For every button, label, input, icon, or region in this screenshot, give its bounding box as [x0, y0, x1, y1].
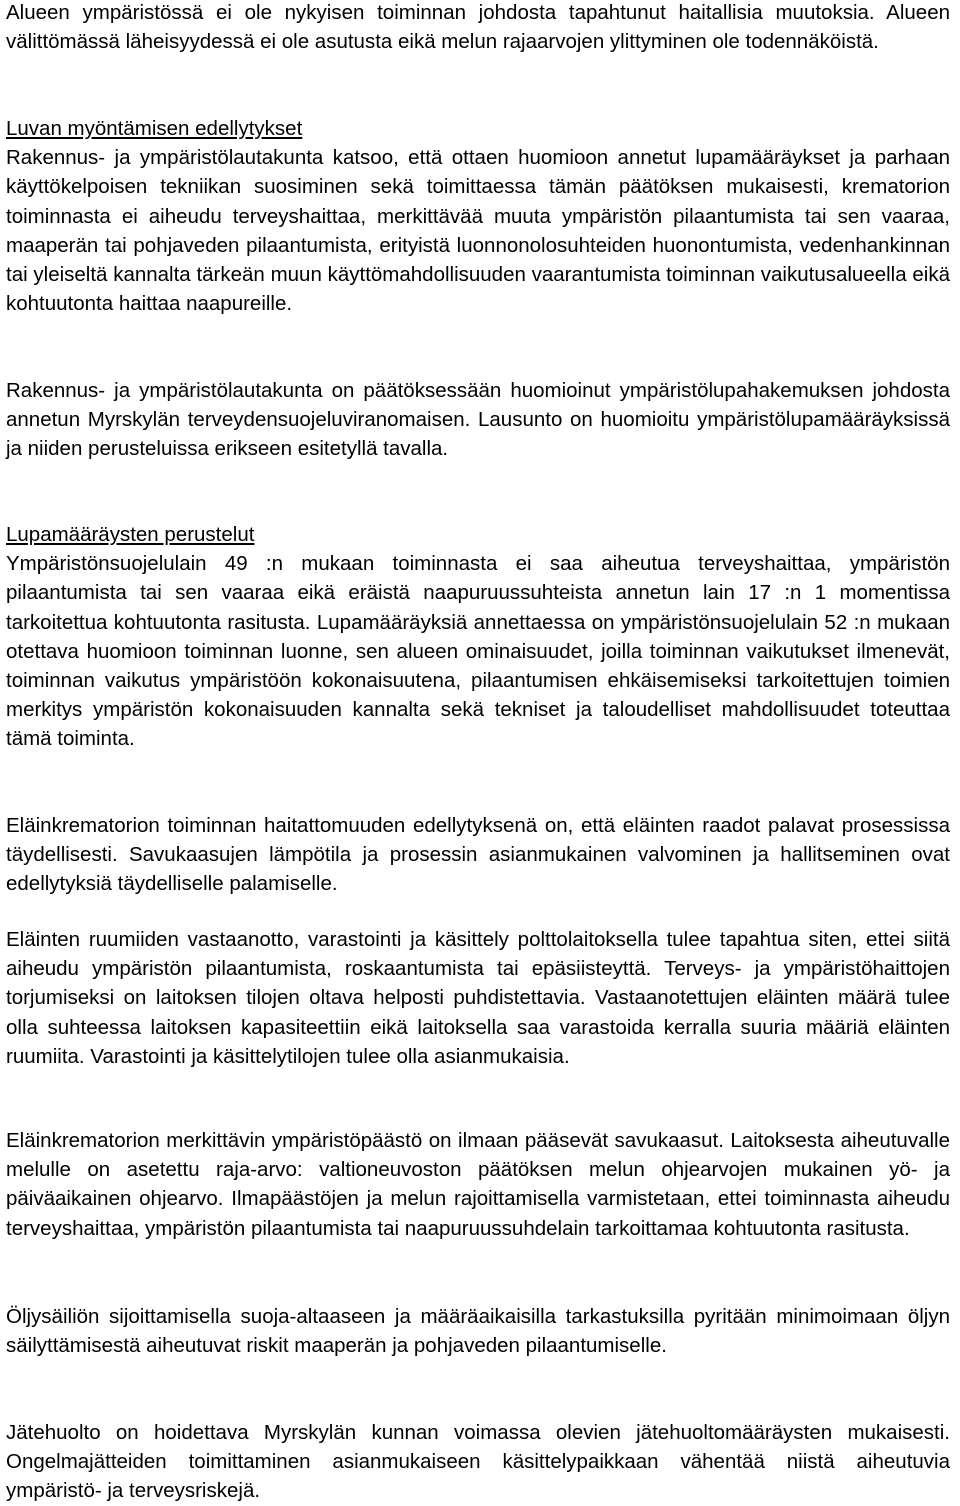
section-heading: Lupamääräysten perustelut — [6, 523, 255, 546]
paragraph-text: Eläinkrematorion toiminnan haitattomuuden edellytyksenä on, että eläinten raadot palavat prosessissa täydellisesti. Savukaasujen lämpötila ja prosessin asianmukainen valvominen ja hallitseminen ovat edellytyksiä täydelliselle palamiselle. — [6, 814, 950, 896]
paragraph-emissions — [6, 1126, 950, 1243]
paragraph-combustion — [6, 811, 950, 899]
paragraph-board-statement — [6, 376, 950, 464]
paragraph-oil-tank — [6, 1302, 950, 1360]
paragraph-waste — [6, 1418, 950, 1506]
paragraph-text: Rakennus- ja ympäristölautakunta on päätöksessään huomioinut ympäristölupahakemuksen johdosta annetun Myrskylän terveydensuojeluviranomaisen. Lausunto on huomioitu ympäristölupamääräyksissä ja niiden perusteluissa erikseen esitetyllä tavalla. — [6, 379, 950, 461]
paragraph-text: Eläinkrematorion merkittävin ympäristöpäästö on ilmaan pääsevät savukaasut. Laitoksesta aiheutuvalle melulle on asetettu raja-arvo: valtioneuvoston päätöksen melun ohjearvojen mukainen yö- ja päiväaikainen ohjearvo. Ilmapäästöjen ja melun rajoittamisella varmistetaan, ettei toiminnasta aiheudu terveyshaittaa, ympäristön pilaantumista tai naapuruussuhdelain tarkoittamaa kohtuutonta rasitusta. — [6, 1129, 950, 1240]
paragraph-text: Öljysäiliön sijoittamisella suoja-altaaseen ja määräaikaisilla tarkastuksilla pyritään minimoimaan öljyn säilyttämisestä aiheutuvat riskit maaperän ja pohjaveden pilaantumiselle. — [6, 1305, 950, 1358]
section-permit-rationale — [6, 520, 950, 754]
paragraph-text: Eläinten ruumiiden vastaanotto, varastointi ja käsittely polttolaitoksella tulee tapahtua siten, ettei siitä aiheudu ympäristön pilaantumista, roskaantumista tai epäsiisteyttä. Terveys- ja ympäristöhaittojen torjumiseksi on laitoksen tilojen oltava helposti puhdistettavia. Vastaanotettujen eläinten määrä tulee olla suhteessa laitoksen kapasiteettiin eikä laitoksella saa varastoida kerralla suuria määriä eläinten ruumiita. Varastointi ja käsittelytilojen tulee olla asianmukaisia. — [6, 928, 950, 1068]
section-permit-conditions — [6, 114, 950, 318]
paragraph-text: Rakennus- ja ympäristölautakunta katsoo, että ottaen huomioon annetut lupamääräykset ja parhaan käyttökelpoisen tekniikan suosiminen sekä toimittaessa tämän päätöksen mukaisesti, krematorion toiminnasta ei aiheudu terveyshaittaa, merkittävää muuta ympäristön pilaantumista tai sen vaaraa, maaperän tai pohjaveden pilaantumista, erityistä luonnonolosuhteiden huonontumista, vedenhankinnan tai yleiseltä kannalta tärkeän muun käyttömahdollisuuden vaarantumista toiminnan vaikutusalueella eikä kohtuutonta haittaa naapureille. — [6, 146, 950, 316]
paragraph-text: Alueen ympäristössä ei ole nykyisen toiminnan johdosta tapahtunut haitallisia muutoksia. Alueen välittömässä läheisyydessä ei ole asutusta eikä melun rajaarvojen ylittyminen ole todennäköistä. — [6, 1, 950, 54]
paragraph-environment-state — [6, 0, 950, 56]
paragraph-text: Jätehuolto on hoidettava Myrskylän kunnan voimassa olevien jätehuoltomääräysten mukaisesti. Ongelmajätteiden toimittaminen asianmukaiseen käsittelypaikkaan vähentää niistä aiheutuvia ympäristö- ja terveysriskejä. — [6, 1421, 950, 1503]
paragraph-handling — [6, 925, 950, 1071]
section-heading: Luvan myöntämisen edellytykset — [6, 117, 303, 140]
paragraph-text: Ympäristönsuojelulain 49 :n mukaan toiminnasta ei saa aiheutua terveyshaittaa, ympäristön pilaantumista tai sen vaaraa eikä eräistä naapuruussuhteista annetun lain 17 :n 1 momentissa tarkoitettua kohtuutonta rasitusta. Lupamääräyksiä annettaessa on ympäristönsuojelulain 52 :n mukaan otettava huomioon toiminnan luonne, sen alueen ominaisuudet, joilla toiminnan vaikutukset ilmenevät, toiminnan vaikutus ympäristöön kokonaisuutena, pilaantumisen ehkäisemiseksi tarkoitettujen toimien merkitys ympäristön kokonaisuuden kannalta sekä tekniset ja taloudelliset mahdollisuudet toteuttaa tämä toiminta. — [6, 552, 950, 751]
